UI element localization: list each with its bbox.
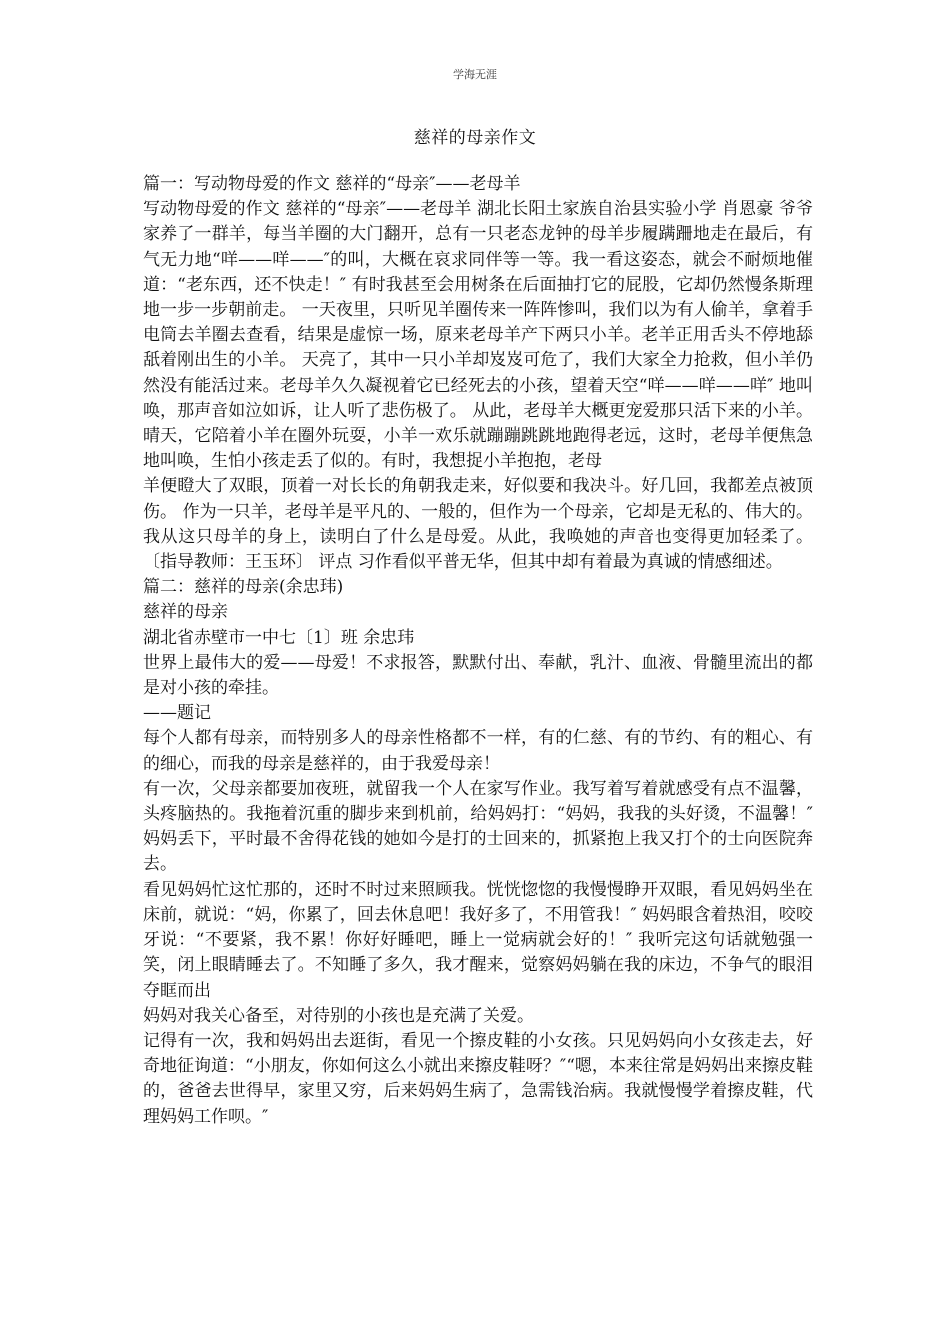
paragraph: 看见妈妈忙这忙那的，还时不时过来照顾我。恍恍惚惚的我慢慢睁开双眼，看见妈妈坐在床前，就说：“妈，你累了，回去休息吧！我好多了，不用管我！″ 妈妈眼含着热泪，咬咬牙说：“不要紧，我不累！你好好睡吧，睡上一觉病就会好的！″ 我听完这句话就勉强一笑，闭上眼睛睡去了。不知睡了多久，我才醒来，觉察妈妈躺在我的床边，不争气的眼泪夺眶而出	[143, 879, 813, 1001]
essay-title: 慈祥的母亲	[143, 602, 228, 623]
section-heading-1: 篇一：写动物母爱的作文 慈祥的“母亲″——老母羊	[143, 174, 521, 194]
paragraph: 妈妈对我关心备至，对待别的小孩也是充满了关爱。	[143, 1005, 534, 1026]
epigraph: 世界上最伟大的爱——母爱！不求报答，默默付出、奉献，乳汁、血液、骨髓里流出的都是对小孩的牵挂。	[143, 652, 813, 699]
document-body	[143, 172, 813, 1130]
paragraph: 羊便瞪大了双眼，顶着一对长长的角朝我走来，好似要和我决斗。好几回，我都差点被顶伤。 作为一只羊，老母羊是平凡的、一般的，但作为一个母亲，它却是无私的、伟大的。我从这只母羊的身上，读明白了什么是母爱。从此，我唤她的声音也变得更加轻柔了。 〔指导教师：王玉环〕 评点 习作看似平普无华，但其中却有着最为真诚的情感细述。	[143, 476, 813, 573]
paragraph: 写动物母爱的作文 慈祥的“母亲″——老母羊 湖北长阳土家族自治县实验小学 肖恩豪 爷爷家养了一群羊，每当羊圈的大门翻开，总有一只老态龙钟的母羊步履蹒跚地走在最后，有气无力地“咩——咩——″的叫，大概在哀求同伴等一等。我一看这姿态，就会不耐烦地催道：“老东西，还不快走！″ 有时我甚至会用树条在后面抽打它的屁股，它却仍然慢条斯理地一步一步朝前走。 一天夜里，只听见羊圈传来一阵阵惨叫，我们以为有人偷羊，拿着手电筒去羊圈去查看，结果是虚惊一场，原来老母羊产下两只小羊。老羊正用舌头不停地舔舐着刚出生的小羊。 天亮了，其中一只小羊却岌岌可危了，我们大家全力抢救，但小羊仍然没有能活过来。老母羊久久凝视着它已经死去的小孩，望着天空“咩——咩——咩″ 地叫唤，那声音如泣如诉，让人听了悲伤极了。 从此，老母羊大概更宠爱那只活下来的小羊。晴天，它陪着小羊在圈外玩耍，小羊一欢乐就蹦蹦跳跳地跑得老远，这时，老母羊便焦急地叫唤，生怕小孩走丢了似的。有时，我想捉小羊抱抱，老母	[143, 199, 813, 472]
page-header: 学海无涯	[453, 68, 497, 81]
paragraph: 每个人都有母亲，而特别多人的母亲性格都不一样，有的仁慈、有的节约、有的粗心、有的细心，而我的母亲是慈祥的，由于我爱母亲！	[143, 728, 813, 774]
essay-author: 湖北省赤壁市一中七〔1〕班 余忠玮	[143, 627, 415, 648]
section-heading-2: 篇二：慈祥的母亲(余忠玮)	[143, 577, 344, 598]
paragraph: 记得有一次，我和妈妈出去逛街，看见一个擦皮鞋的小女孩。只见妈妈向小女孩走去，好奇地征询道：“小朋友，你如何这么小就出来擦皮鞋呀？″“嗯，本来往常是妈妈出来擦皮鞋的，爸爸去世得早，家里又穷，后来妈妈生病了，急需钱治病。我就慢慢学着擦皮鞋，代理妈妈工作呗。″	[143, 1030, 813, 1127]
document-title: 慈祥的母亲作文	[413, 128, 537, 148]
epigraph-label: ——题记	[143, 703, 211, 724]
paragraph: 有一次，父母亲都要加夜班，就留我一个人在家写作业。我写着写着就感受有点不温馨，头疼脑热的。我拖着沉重的脚步来到机前，给妈妈打：“妈妈，我我的头好烫，不温馨！″ 妈妈丢下，平时最不舍得花钱的她如今是打的士回来的，抓紧抱上我又打个的士向医院奔去。	[143, 778, 813, 875]
